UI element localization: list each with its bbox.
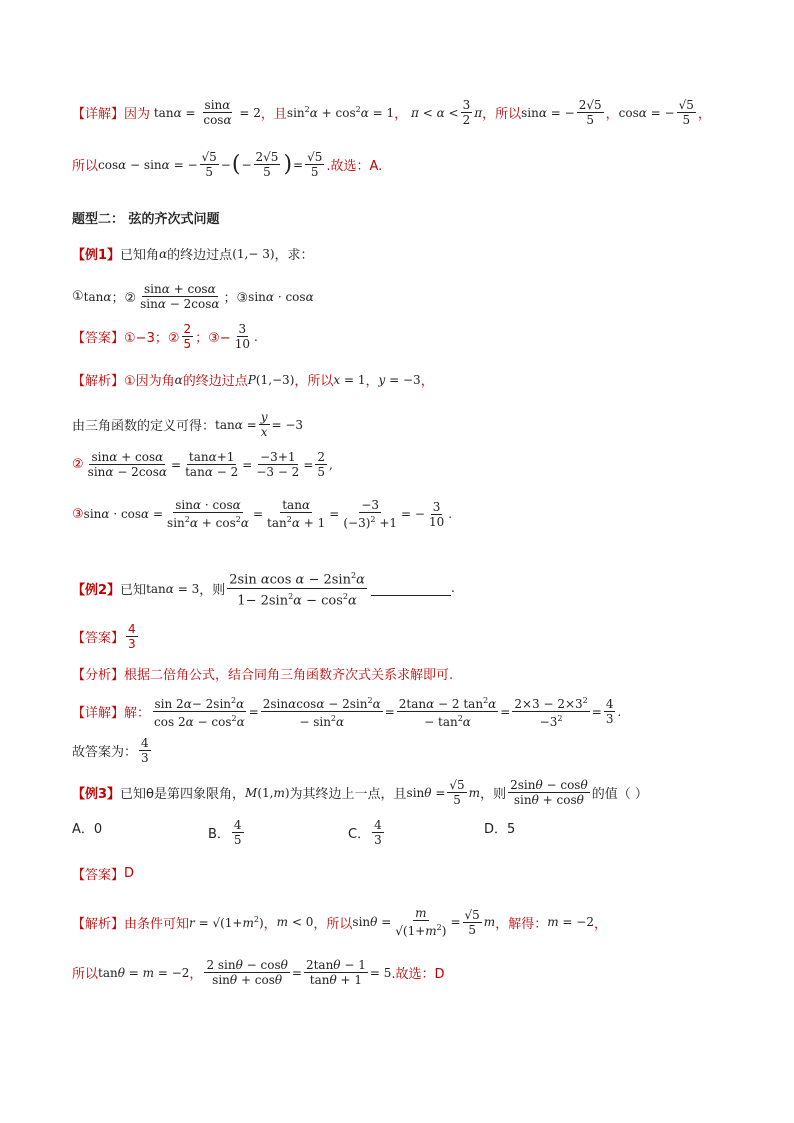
option-c[interactable]: C． $\frac{4}{3}$ <box>348 818 382 847</box>
option-a[interactable]: A．0 <box>72 822 103 837</box>
ex1-solution-1: 【解析】 ①因为角 α 的终边过点 P(1,−3) ，所以 x = 1 ， y = −3 ， <box>72 372 434 389</box>
detail-line-2: 所以 cosα − sinα = − $\frac{√5}{5}$ − ( − $\frac{2√5}{5}$ ) = $\frac{√5}{5}$ .故选：A. <box>72 150 383 179</box>
ex3-answer: 【答案】 D <box>72 866 135 883</box>
ex2-detail: 【详解】 解： $\frac{\sin 2\alpha- 2\sin^2\alpha}{\cos 2\alpha - \cos^2\alpha}$ = $\frac{2\sin\alpha\cos\alpha - 2\sin^2\alpha}{- \sin^2\alpha}$ = $\frac{2\tan\alpha - 2 \tan^2\alpha}{- \tan^2\alpha}$ = $\frac{2\times 3 - 2\times 3^2}{-3^2}$ = $\frac{4}{3}$ . <box>72 696 622 729</box>
fraction: $\frac{\sin\alpha}{\cos\alpha}$ <box>203 98 232 127</box>
answer-blank <box>371 581 451 596</box>
ex2-question: 【例2】 已知 tanα = 3 ，则 $\frac{2\sin \alpha\cos \alpha - 2\sin^2\alpha}{1- 2\sin^2\alpha - \cos^2\alpha}$ . <box>72 568 455 610</box>
ex1-question: 【例1】 已知角 α 的终边过点 (1,− 3) ，求： <box>72 246 314 263</box>
ex2-final: 故答案为： $\frac{4}{3}$ <box>72 736 149 765</box>
ex3-options <box>72 818 722 858</box>
ex1-solution-2: 由三角函数的定义可得： tanα = $\frac{y}{x}$ = −3 <box>72 410 304 439</box>
detail-line-1: 【详解】 因为 tanα = $\frac{\sin\alpha}{\cos\alpha}$ = 2 ，且 $\sin^2\alpha + \cos^2\alpha = 1$ ， π < α < $\frac{3}{2}$ π ，所以 sinα = − $\frac{2√5}{5}$ ， cosα = − $\frac{√5}{5}$ ， <box>72 98 711 127</box>
ex1-answer: 【答案】 ①−3；② $\frac{2}{5}$ ；③− $\frac{3}{10}$ . <box>72 322 258 351</box>
ex3-solution-1: 【解析】 由条件可知 $r = √(1+m^2)$ ， m < 0 ，所以 sinθ = $\frac{m}{√(1+m^2)}$ = $\frac{√5}{5}$ m ，解得： m = −2 ， <box>72 906 607 938</box>
detail-tag: 【详解】 <box>72 107 125 122</box>
option-b[interactable]: B． $\frac{4}{5}$ <box>208 818 242 847</box>
ex2-analysis: 【分析】 根据二倍角公式，结合同角三角函数齐次式关系求解即可. <box>72 668 454 683</box>
option-d[interactable]: D．5 <box>484 822 516 837</box>
ex2-answer: 【答案】 $\frac{4}{3}$ <box>72 622 136 651</box>
section-title: 题型二： 弦的齐次式问题 <box>72 212 220 227</box>
ex1-solution-3: ② $\frac{\sin\alpha + \cos\alpha}{\sin\alpha - 2\cos\alpha}$ = $\frac{\tan\alpha+1}{\tan\alpha - 2}$ = $\frac{-3+1}{-3 - 2}$ = $\frac{2}{5}$ , <box>72 450 333 479</box>
ex3-solution-2: 所以 tanθ = m = −2 ， $\frac{2 \sin\theta - \cos\theta}{\sin\theta + \cos\theta}$ = $\frac{2\tan\theta - 1}{\tan\theta + 1}$ = 5 .故选：D <box>72 958 445 987</box>
ex1-solution-4: ③ sinα · cosα = $\frac{\sin\alpha \cdot \cos\alpha}{\sin^2\alpha + \cos^2\alpha}$ = $\frac{\tan\alpha}{\tan^2\alpha + 1}$ = $\frac{-3}{(-3)^2 +1}$ = − $\frac{3}{10}$ . <box>72 498 453 530</box>
math-expr: tanα = <box>150 105 200 120</box>
ex1-subquestions: ① tanα ；② $\frac{\sin\alpha + \cos\alpha}{\sin\alpha - 2\cos\alpha}$ ；③ sinα · cosα <box>72 282 314 311</box>
ex3-question: 【例3】 已知θ是第四象限角， M(1,m) 为其终边上一点，且 sinθ = $\frac{√5}{5}$ m ，则 $\frac{2\sin\theta - \cos\theta}{\sin\theta + \cos\theta}$ 的值（ ） <box>72 778 648 807</box>
